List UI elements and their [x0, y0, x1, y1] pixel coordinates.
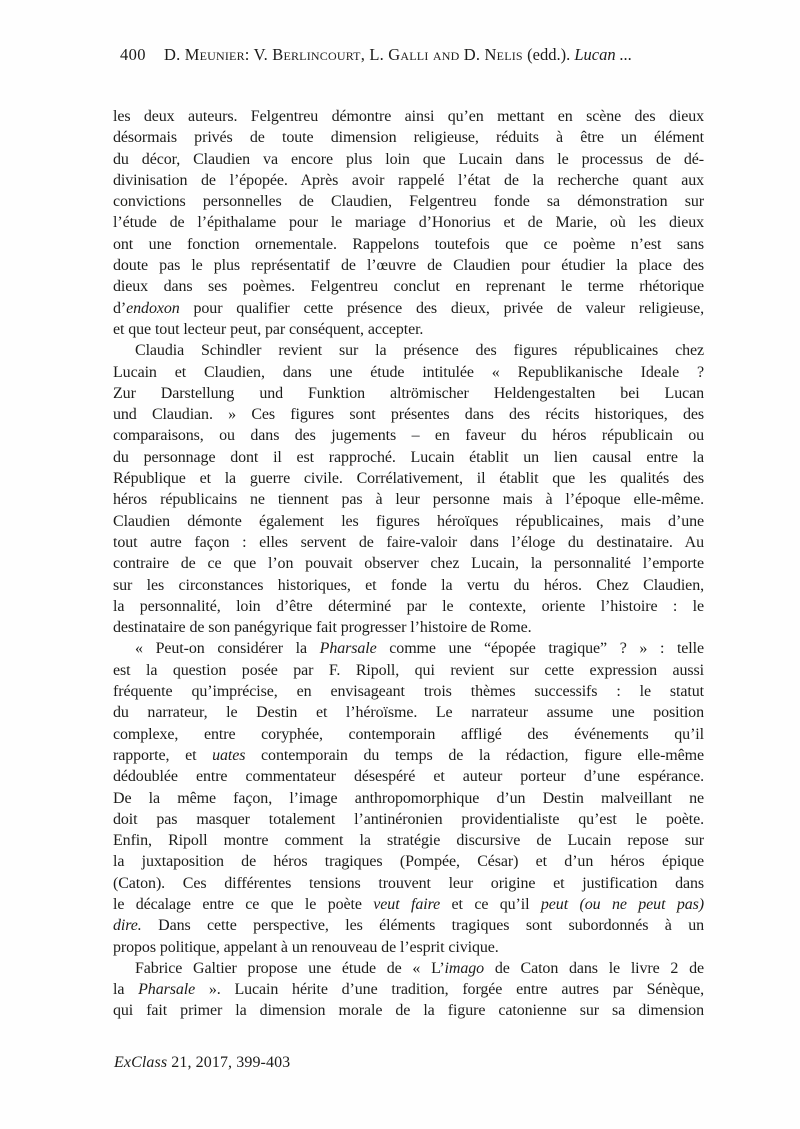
text-segment: Fabrice Galtier propose une étude de « L’	[135, 959, 445, 977]
italic-text: ExClass	[114, 1054, 168, 1071]
body-line	[113, 638, 704, 659]
text-segment: République et la guerre civile. Corrélativement, il établit que les qualités des	[113, 470, 704, 488]
text-segment: destinataire de son panégyrique fait progresser l’histoire de Rome.	[113, 619, 532, 637]
body-line	[113, 404, 704, 425]
text-segment: la	[113, 981, 139, 999]
body-line	[113, 170, 704, 191]
body-line	[113, 915, 704, 936]
body-line	[113, 979, 704, 1000]
text-segment: le décalage entre ce que le poète	[113, 895, 374, 913]
text-segment: Dans cette perspective, les éléments tragiques sont subordonnés à un	[141, 917, 704, 935]
body-line	[113, 511, 704, 532]
page-header	[120, 45, 632, 65]
text-segment: contemporain du temps de la rédaction, figure elle-même	[245, 746, 704, 764]
body-line	[113, 617, 704, 638]
body-line	[113, 383, 704, 404]
body-line	[113, 127, 704, 148]
text-segment: comparaisons, ou dans des jugements – en faveur du héros républicain ou	[113, 427, 704, 445]
footer-text	[114, 1054, 290, 1071]
text-segment: complexe, entre coryphée, contemporain affligé des événements qu’il	[113, 725, 704, 743]
body-line	[113, 532, 704, 553]
body-line	[113, 553, 704, 574]
body-line	[113, 489, 704, 510]
text-segment: contraire de ce que l’on pouvait observer chez Lucain, la personnalité l’emporte	[113, 555, 704, 573]
text-segment: doute pas le plus représentatif de l’œuvre de Claudien pour étudier la place des	[113, 257, 704, 275]
text-segment: doit pas masquer totalement l’antinéronien providentialiste qu’est le poète.	[113, 810, 704, 828]
text-segment: du narrateur, le Destin et l’héroïsme. Le narrateur assume une position	[113, 704, 704, 722]
text-segment: divinisation de l’épopée. Après avoir rappelé l’état de la recherche quant aux	[113, 171, 704, 189]
text-segment: la juxtaposition de héros tragiques (Pompée, César) et d’un héros épique	[113, 853, 704, 871]
text-segment: l’étude de l’épithalame pour le mariage d’Honorius et de Marie, où les dieux	[113, 214, 704, 232]
text-segment: sur les circonstances historiques, et fonde la vertu du héros. Chez Claudien,	[113, 576, 704, 594]
italic-text: veut faire	[373, 895, 441, 913]
body-line	[113, 596, 704, 617]
body-line	[113, 873, 704, 894]
text-segment: héros républicains ne tiennent pas à leur personne mais à l’époque elle-même.	[113, 491, 704, 509]
italic-text: uates	[212, 746, 246, 764]
body-line	[113, 958, 704, 979]
text-segment: du décor, Claudien va encore plus loin que Lucain dans le processus de dé-	[113, 150, 704, 168]
body-line	[113, 340, 704, 361]
italic-text: peut (ou ne peut pas)	[540, 895, 705, 913]
text-segment: 21, 2017, 399-403	[167, 1054, 291, 1071]
text-segment: (edd.).	[527, 45, 575, 64]
italic-text: endoxon	[126, 299, 180, 317]
text-segment: pour qualifier cette présence des dieux, privée de valeur religieuse,	[179, 299, 704, 317]
body-line	[113, 234, 704, 255]
text-segment: tout autre façon : elles servent de faire-valoir dans l’éloge du destinataire. Au	[113, 533, 704, 551]
body-line	[113, 851, 704, 872]
body-line	[113, 724, 704, 745]
text-segment: propos politique, appelant à un renouveau de l’esprit civique.	[113, 938, 499, 956]
text-segment: Lucain et Claudien, dans une étude intitulée « Republikanische Ideale ?	[113, 363, 704, 381]
text-segment: les deux auteurs. Felgentreu démontre ainsi qu’en mettant en scène des dieux	[113, 108, 704, 125]
running-title	[164, 45, 632, 64]
body-line	[113, 191, 704, 212]
text-segment: ». Lucain hérite d’une tradition, forgée entre autres par Sénèque,	[195, 981, 704, 999]
body-line	[113, 681, 704, 702]
body-text	[113, 106, 704, 1022]
text-segment: rapporte, et	[113, 746, 213, 764]
body-line	[113, 362, 704, 383]
text-segment: dédoublée entre commentateur désespéré et auteur porteur d’une espérance.	[113, 768, 704, 786]
text-segment: (Caton). Ces différentes tensions trouvent leur origine et justification dans	[113, 874, 704, 892]
body-line	[113, 809, 704, 830]
text-segment: qui fait primer la dimension morale de la figure catonienne sur sa dimension	[113, 1002, 704, 1020]
text-segment: ont une fonction ornementale. Rappelons toutefois que ce poème n’est sans	[113, 235, 704, 253]
italic-text: Pharsale	[138, 981, 196, 999]
body-line	[113, 745, 704, 766]
text-segment: et ce qu’il	[440, 895, 541, 913]
text-segment: Claudien démonte également les figures héroïques républicaines, mais d’une	[113, 512, 704, 530]
body-line	[113, 298, 704, 319]
text-segment: fréquente qu’imprécise, en envisageant trois thèmes successifs : le statut	[113, 683, 704, 701]
body-line	[113, 425, 704, 446]
text-segment: dieux dans ses poèmes. Felgentreu conclut en reprenant le terme rhétorique	[113, 278, 704, 296]
body-line	[113, 937, 704, 958]
body-line	[113, 276, 704, 297]
body-line	[113, 575, 704, 596]
text-segment: de Caton dans le livre 2 de	[484, 959, 704, 977]
text-segment: und Claudian. » Ces figures sont présentes dans des récits historiques, des	[113, 406, 704, 424]
body-line	[113, 766, 704, 787]
page-footer	[114, 1054, 290, 1072]
italic-text: Lucan ...	[574, 45, 633, 64]
text-segment: du personnage dont il est rapproché. Lucain établit un lien causal entre la	[113, 448, 704, 466]
text-segment: Zur Darstellung und Funktion altrömischer Heldengestalten bei Lucan	[113, 384, 704, 402]
text-segment: « Peut-on considérer la	[135, 640, 320, 658]
body-line	[113, 212, 704, 233]
text-segment: De la même façon, l’image anthropomorphique d’un Destin malveillant ne	[113, 789, 704, 807]
text-segment: Claudia Schindler revient sur la présence des figures républicaines chez	[135, 342, 704, 360]
text-segment: Enfin, Ripoll montre comment la stratégie discursive de Lucain repose sur	[113, 832, 704, 850]
text-segment: d’	[113, 299, 127, 317]
body-line	[113, 447, 704, 468]
body-line	[113, 149, 704, 170]
text-segment: convictions personnelles de Claudien, Felgentreu fonde sa démonstration sur	[113, 193, 704, 211]
text-segment: et que tout lecteur peut, par conséquent, accepter.	[113, 320, 424, 338]
body-line	[113, 319, 704, 340]
text-segment: est la question posée par F. Ripoll, qui revient sur cette expression aussi	[113, 661, 704, 679]
body-line	[113, 788, 704, 809]
italic-text: Pharsale	[319, 640, 377, 658]
body-line	[113, 702, 704, 723]
italic-text: imago	[444, 959, 485, 977]
body-line	[113, 106, 704, 127]
body-line	[113, 1000, 704, 1021]
text-segment: la personnalité, loin d’être déterminé par le contexte, oriente l’histoire : le	[113, 597, 704, 615]
smallcaps-text: D. Meunier: V. Berlincourt, L. Galli and D. Nelis	[163, 45, 528, 64]
body-line	[113, 660, 704, 681]
italic-text: dire.	[113, 917, 142, 935]
body-line	[113, 468, 704, 489]
text-segment: désormais privés de toute dimension religieuse, réduits à être un élément	[113, 129, 704, 147]
body-line	[113, 255, 704, 276]
body-line	[113, 830, 704, 851]
body-line	[113, 894, 704, 915]
page-number: 400	[120, 45, 146, 64]
text-segment: comme une “épopée tragique” ? » : telle	[376, 640, 704, 658]
